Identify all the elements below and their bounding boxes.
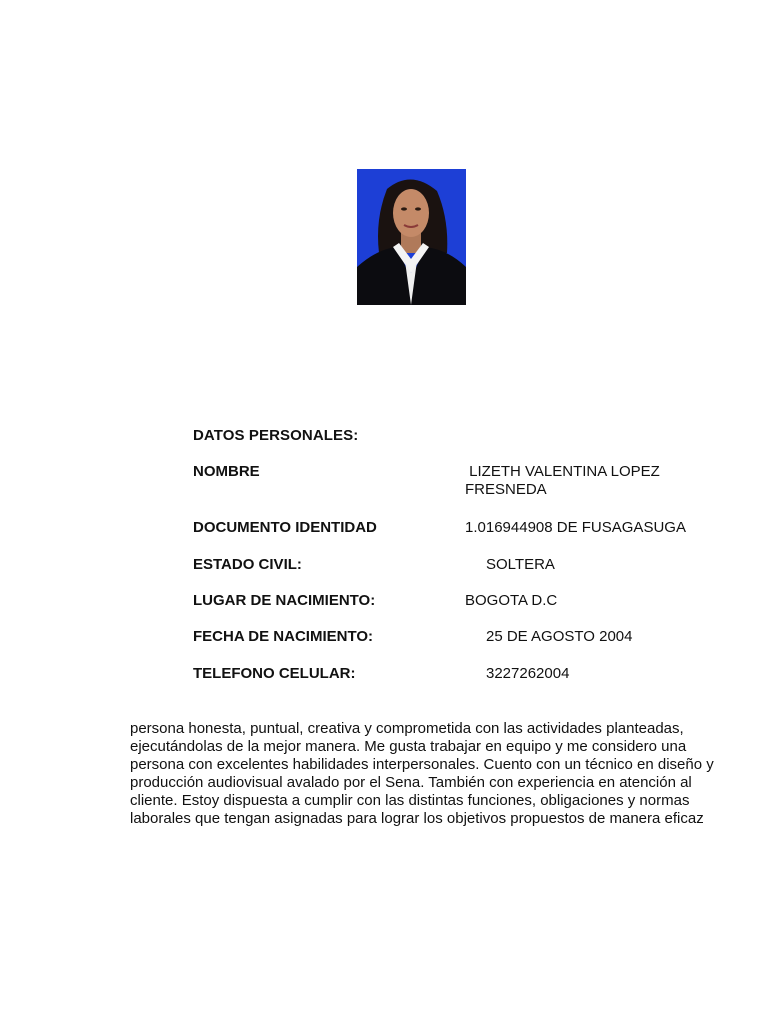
field-label-fecha-nacimiento: FECHA DE NACIMIENTO: [193, 628, 373, 645]
field-value-telefono: 3227262004 [486, 665, 570, 682]
field-value-estado-civil: SOLTERA [486, 556, 555, 573]
field-value-fecha-nacimiento: 25 DE AGOSTO 2004 [486, 628, 633, 645]
profile-paragraph: persona honesta, puntual, creativa y comprometida con las actividades planteadas, ejecutándolas de la mejor manera. Me gusta trabajar en equipo y me considero una persona con excelentes habilidades interpersonales. Cuento con un técnico en diseño y producción audiovisual avalado por el Sena. También con experiencia en atención al cliente. Estoy dispuesta a cumplir con las distintas funciones, obligaciones y normas laborales que tengan asignadas para lograr los objetivos propuestos de manera eficaz [130, 720, 714, 827]
field-value-lugar-nacimiento: BOGOTA D.C [465, 592, 558, 609]
field-value-documento: 1.016944908 DE FUSAGASUGA [465, 519, 686, 536]
field-label-telefono: TELEFONO CELULAR: [193, 665, 356, 682]
field-value-nombre: LIZETH VALENTINA LOPEZ FRESNEDA [465, 463, 664, 498]
field-label-estado-civil: ESTADO CIVIL: [193, 556, 302, 573]
field-label-documento: DOCUMENTO IDENTIDAD [193, 519, 377, 536]
field-label-lugar-nacimiento: LUGAR DE NACIMIENTO: [193, 592, 376, 609]
field-label-nombre: NOMBRE [193, 463, 260, 480]
profile-photo [357, 169, 466, 305]
section-title: DATOS PERSONALES: [193, 427, 359, 444]
